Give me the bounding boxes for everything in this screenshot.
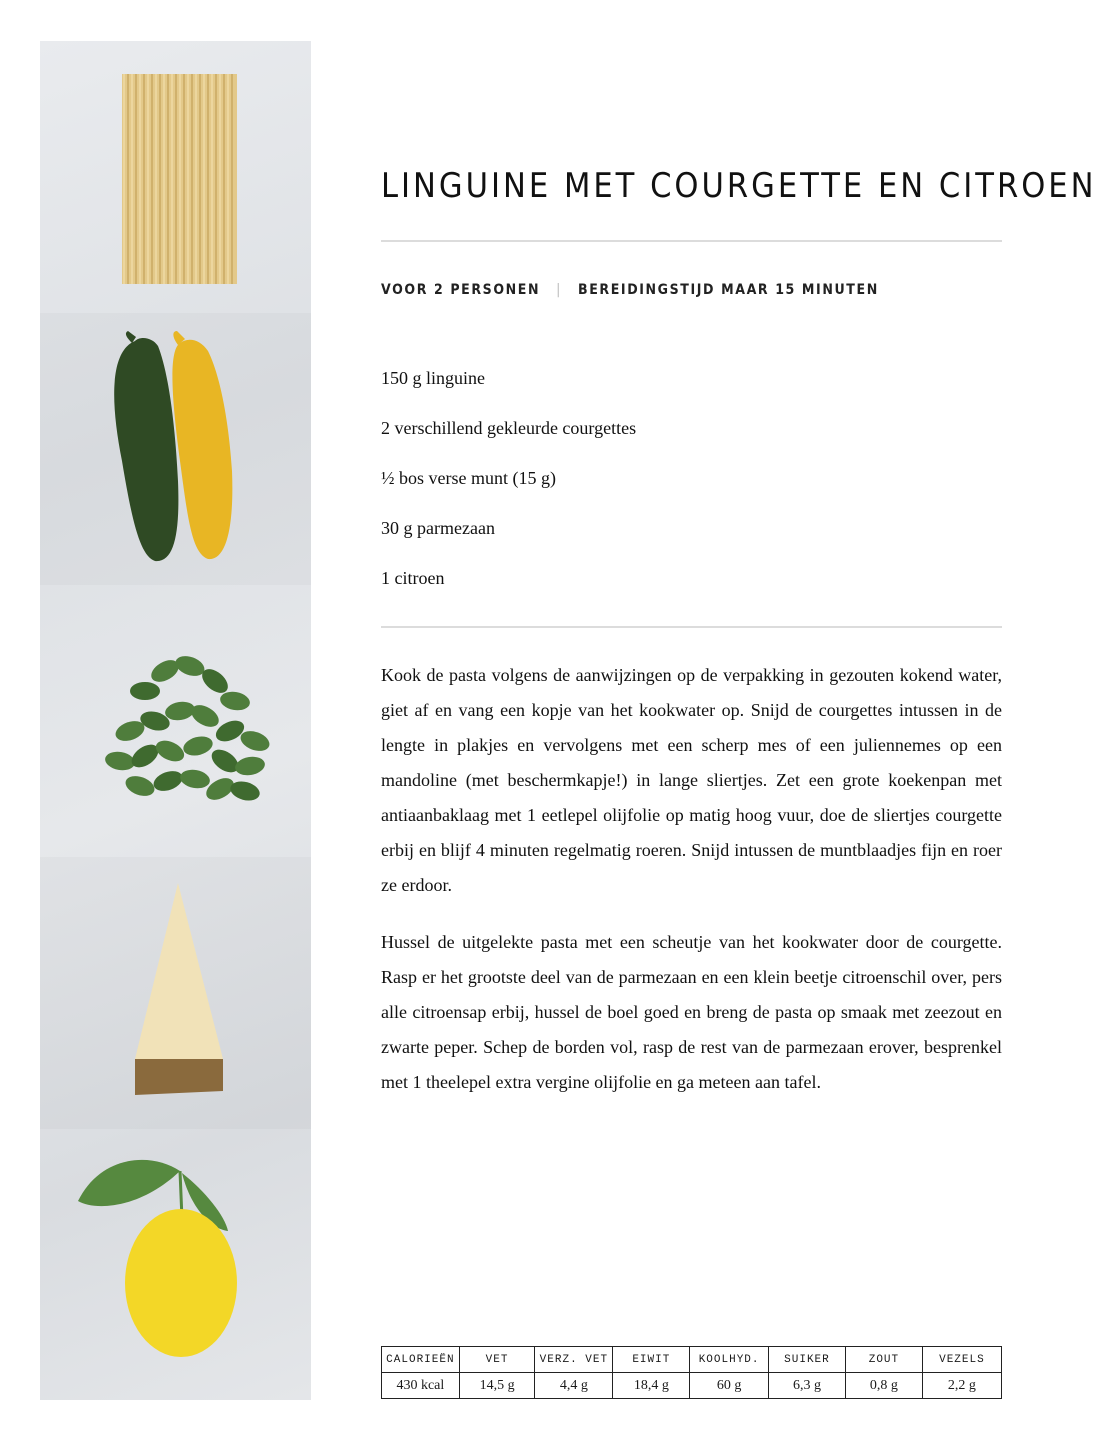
- mint-leaf: [151, 767, 185, 794]
- nutrition-value: 6,3 g: [768, 1373, 845, 1399]
- mint-leaf: [181, 733, 215, 758]
- mint-leaf: [130, 682, 160, 700]
- method-section: [381, 658, 1002, 1122]
- ingredient-item: 30 g parmezaan: [381, 518, 495, 538]
- nutrition-value: 14,5 g: [459, 1373, 535, 1399]
- nutrition-table: [381, 1346, 1002, 1399]
- mint-leaf: [238, 727, 272, 754]
- ingredient-item: 1 citroen: [381, 568, 445, 588]
- nutrition-value: 18,4 g: [613, 1373, 690, 1399]
- yellow-courgette: [172, 340, 232, 559]
- nutrition-header: VEZELS: [922, 1347, 1001, 1373]
- ingredient-photo-strip: [40, 41, 311, 1400]
- mint-leaf: [234, 755, 267, 778]
- method-step: Hussel de uitgelekte pasta met een scheutje van het kookwater door de courgette. Rasp er het grootste deel van de parmezaan en een klein beetje citroenschil over, pers alle citroensap erbij, hussel de boel goed en breng de pasta op smaak met zeezout en zwarte peper. Schep de borden vol, rasp de rest van de parmezaan erover, besprenkel met 1 theelepel extra vergine olijfolie en ga meteen aan tafel.: [381, 932, 1002, 1092]
- linguine-photo: [122, 74, 237, 284]
- mint-leaf: [104, 750, 137, 773]
- nutrition-header: KOOLHYD.: [690, 1347, 769, 1373]
- citroen-photo: [78, 1160, 237, 1357]
- ingredient-item: ½ bos verse munt (15 g): [381, 468, 556, 488]
- ingredient-photos: [40, 41, 311, 1400]
- nutrition-header: CALORIEËN: [382, 1347, 460, 1373]
- nutrition-value: 4,4 g: [535, 1373, 613, 1399]
- parmezaan-rind: [135, 1059, 223, 1095]
- nutrition-value: 0,8 g: [846, 1373, 923, 1399]
- nutrition-value: 60 g: [690, 1373, 769, 1399]
- nutrition-header-row: [382, 1347, 1002, 1373]
- nutrition-header: ZOUT: [846, 1347, 923, 1373]
- recipe-title: LINGUINE MET COURGETTE EN CITROEN: [381, 166, 1097, 206]
- nutrition-header: SUIKER: [768, 1347, 845, 1373]
- meta-separator: |: [556, 282, 562, 298]
- recipe-meta: [381, 282, 879, 298]
- mint-leaf: [208, 745, 243, 777]
- nutrition-value: 430 kcal: [382, 1373, 460, 1399]
- nutrition-header: VERZ. VET: [535, 1347, 613, 1373]
- ingredients-list: [381, 364, 636, 614]
- mint-leaf: [153, 737, 188, 766]
- mint-leaf: [179, 768, 212, 791]
- divider-middle: [381, 626, 1002, 628]
- mint-leaf: [123, 772, 157, 799]
- nutrition-value-row: [382, 1373, 1002, 1399]
- parmezaan-wedge: [135, 883, 223, 1059]
- lemon-fruit: [125, 1209, 237, 1357]
- method-step: Kook de pasta volgens de aanwijzingen op de verpakking in gezouten kokend water, giet af en vang een kopje van het kookwater op. Snijd de courgettes intussen in de lengte in plakjes en vervolgens met een scherp mes of een juliennemes op een mandoline (met beschermkapje!) in lange sliertjes. Zet een grote koekenpan met antiaanbaklaag met 1 eetlepel olijfolie op matig hoog vuur, doe de sliertjes courgette erbij en blijf 4 minuten regelmatig roeren. Snijd intussen de muntblaadjes fijn en roer ze erdoor.: [381, 665, 1002, 895]
- divider-top: [381, 240, 1002, 242]
- mint-photo: [104, 652, 273, 804]
- ingredient-item: 2 verschillend gekleurde courgettes: [381, 418, 637, 438]
- mint-leaf: [219, 690, 252, 713]
- nutrition-header: VET: [459, 1347, 535, 1373]
- green-courgette: [114, 338, 178, 561]
- prep-time-label: BEREIDINGSTIJD MAAR 15 MINUTEN: [578, 282, 879, 298]
- parmezaan-photo: [135, 883, 223, 1095]
- nutrition-value: 2,2 g: [922, 1373, 1001, 1399]
- mint-leaf: [173, 652, 207, 679]
- green-courgette-stem: [126, 331, 136, 343]
- nutrition-header: EIWIT: [613, 1347, 690, 1373]
- courgettes-photo: [114, 331, 232, 561]
- servings-label: VOOR 2 PERSONEN: [381, 282, 541, 298]
- ingredient-item: 150 g linguine: [381, 368, 485, 388]
- lemon-leaf: [78, 1160, 180, 1206]
